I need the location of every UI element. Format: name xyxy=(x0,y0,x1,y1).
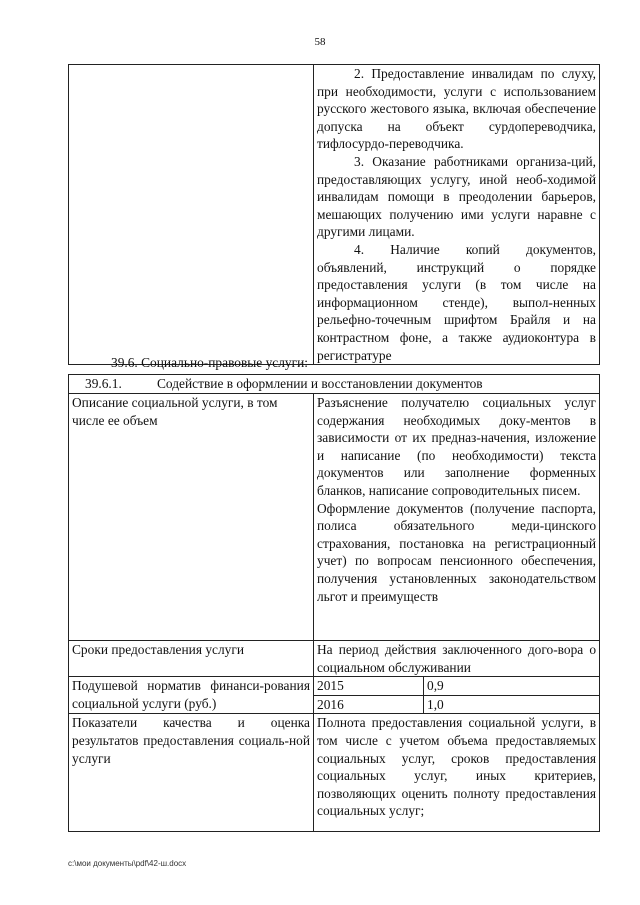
norm-value-2015: 0,9 xyxy=(424,677,600,696)
norm-value-2016: 1,0 xyxy=(424,695,600,714)
accessibility-item-2: 2. Предоставление инвалидам по слуху, при необходимости, услуги с использованием русского жестового языка, включая обеспечение допуска на объект сурдопереводчика, тифлосурдо-переводчика. xyxy=(317,66,596,152)
description-paragraph-1: Разъяснение получателю социальных услуг содержания необходимых доку-ментов в зависимости от их предназ-начения, изложение и написание (по необходимости) текста документов или заполнение форменных бланков, написание сопроводительных писем. xyxy=(317,395,597,498)
footer-file-path: c:\мои документы\pdf\42-ш.docx xyxy=(68,859,187,868)
service-number: 39.6.1. xyxy=(85,376,122,391)
norm-year-2015: 2015 xyxy=(314,677,424,696)
service-table xyxy=(68,374,600,832)
section-heading: 39.6. Социально-правовые услуги: xyxy=(111,355,308,370)
accessibility-item-4: 4. Наличие копий документов, объявлений, инструкций о порядке предоставления услуги (в том числе на информационном стенде), выпол-ненных рельефно-точечным шрифтом Брайля и на контрастном фоне, а также аудиоконтура в регистратуре xyxy=(317,241,596,363)
description-value xyxy=(314,394,600,641)
quality-label: Показатели качества и оценка результатов предоставления социаль-ной услуги xyxy=(69,714,314,832)
terms-label: Сроки предоставления услуги xyxy=(69,641,314,677)
quality-value: Полнота предоставления социальной услуги, в том числе с учетом объема предоставляемых социальных услуг, сроков предоставления социальных услуг, иных критериев, позволяющих оценить полноту предоставления социальных услуг; xyxy=(314,714,600,832)
norm-year-2016: 2016 xyxy=(314,695,424,714)
service-title: Содействие в оформлении и восстановлении документов xyxy=(157,376,483,391)
top-table-right-cell xyxy=(314,65,600,365)
service-header xyxy=(69,375,600,394)
description-label: Описание социальной услуги, в том числе ее объем xyxy=(69,394,314,641)
accessibility-item-3: 3. Оказание работниками организа-ций, предоставляющих услугу, иной необ-ходимой инвалидам помощи в преодолении барьеров, мешающих получению ими услуги наравне с другими лицами. xyxy=(317,153,596,240)
description-paragraph-2: Оформление документов (получение паспорта, полиса обязательного меди-цинского страхования, постановка на регистрационный учет) по вопросам пенсионного обеспечения, получения установленных законодательством льгот и преимуществ xyxy=(317,500,597,604)
page-number: 58 xyxy=(314,36,326,48)
terms-value: На период действия заключенного дого-вора о социальном обслуживании xyxy=(314,641,600,677)
norm-label: Подушевой норматив финанси-рования социальной услуги (руб.) xyxy=(69,677,314,714)
top-table-left-cell xyxy=(69,65,314,365)
top-table xyxy=(68,64,600,365)
